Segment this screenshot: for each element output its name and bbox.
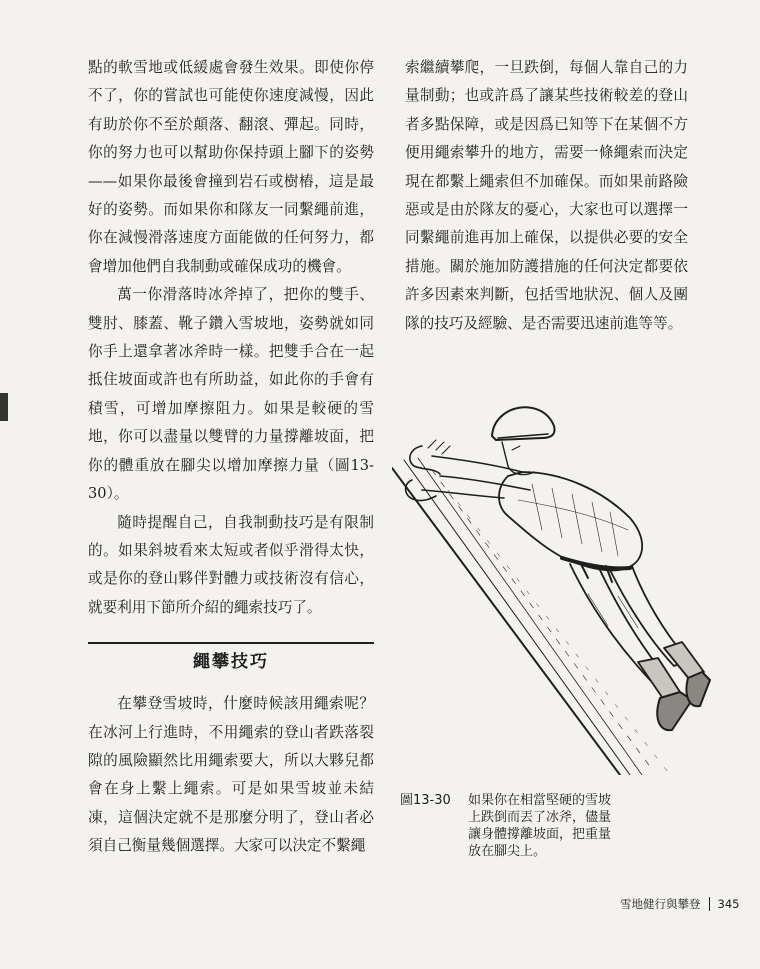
page-footer <box>620 896 739 912</box>
slope-line <box>404 460 630 775</box>
paragraph-3: 隨時提醒自己，自我制動技巧是有限制的。如果斜坡看來太短或者似乎滑得太快，或是你的登山夥伴對體力或技術沒有信心，就要利用下節所介紹的繩索技巧了。 <box>88 513 374 616</box>
paragraph-1: 點的軟雪地或低緩處會發生效果。即使你停不了，你的嘗試也可能使你速度減慢，因此有助於你不至於顛落、翻滾、彈起。同時，你的努力也可以幫助你保持頭上腳下的姿勢——如果你最後會撞到岩石或樹樁，這是最好的姿勢。而如果你和隊友一同繫繩前進，你在減慢滑落速度方面能做的任何努力，都會增加他們自我制動或確保成功的機會。 <box>88 59 374 275</box>
page-number: 345 <box>717 897 740 911</box>
jacket <box>499 472 642 570</box>
right-paragraph: 索繼續攀爬，一旦跌倒，每個人靠自己的力量制動；也或許爲了讓某些技術較差的登山者多點保障，或是因爲已知等下在某個不方便用繩索攀升的地方，需要一條繩索而決定現在都繫上繩索但不加確保。而如果前路險惡或是由於隊友的憂心，大家也可以選擇一同繫繩前進再加上確保，以提供必要的安全措施。關於施加防護措施的任何決定都要依許多因素來判斷，包括雪地狀況、個人及團隊的技巧及經驗、是否需要迅速前進等等。 <box>405 59 688 332</box>
slope-line <box>418 458 642 775</box>
helmet <box>492 407 555 440</box>
left-hand <box>410 446 440 474</box>
section-heading: 繩攀技巧 <box>88 642 374 676</box>
section-paragraph: 在攀登雪坡時，什麼時候該用繩索呢？在冰河上行進時，不用繩索的登山者跌落裂隙的風險顯然比用繩索要大，所以大夥兒都會在身上繫上繩索。可是如果雪坡並未結凍，這個決定就不是那麼分明了，登山者必須自己衡量幾個選擇。大家可以決定不繫繩 <box>88 695 374 855</box>
figure-caption <box>400 792 700 860</box>
left-column <box>88 54 374 861</box>
chapter-edge-tab <box>0 393 8 421</box>
boot <box>687 672 711 706</box>
footer-separator <box>709 897 710 911</box>
figure-caption-text: 如果你在相當堅硬的雪坡上跌倒而丟了冰斧，儘量讓身體撐離坡面，把重量放在腳尖上。 <box>468 793 612 859</box>
right-column <box>405 54 688 338</box>
figure-number: 圖13-30 <box>400 793 451 808</box>
figure-illustration <box>392 380 712 775</box>
paragraph-2: 萬一你滑落時冰斧掉了，把你的雙手、雙肘、膝蓋、靴子鑽入雪坡地，姿勢就如同你手上還拿著冰斧時一樣。把雙手合在一起抵住坡面或許也有所助益，如此你的手會有積雪，可增加摩擦阻力。如果是較硬的雪地，你可以盡量以雙臂的力量撐離坡面，把你的體重放在腳尖以增加摩擦力量（圖13-30）。 <box>88 286 374 503</box>
footer-section-title: 雪地健行與攀登 <box>620 897 701 911</box>
